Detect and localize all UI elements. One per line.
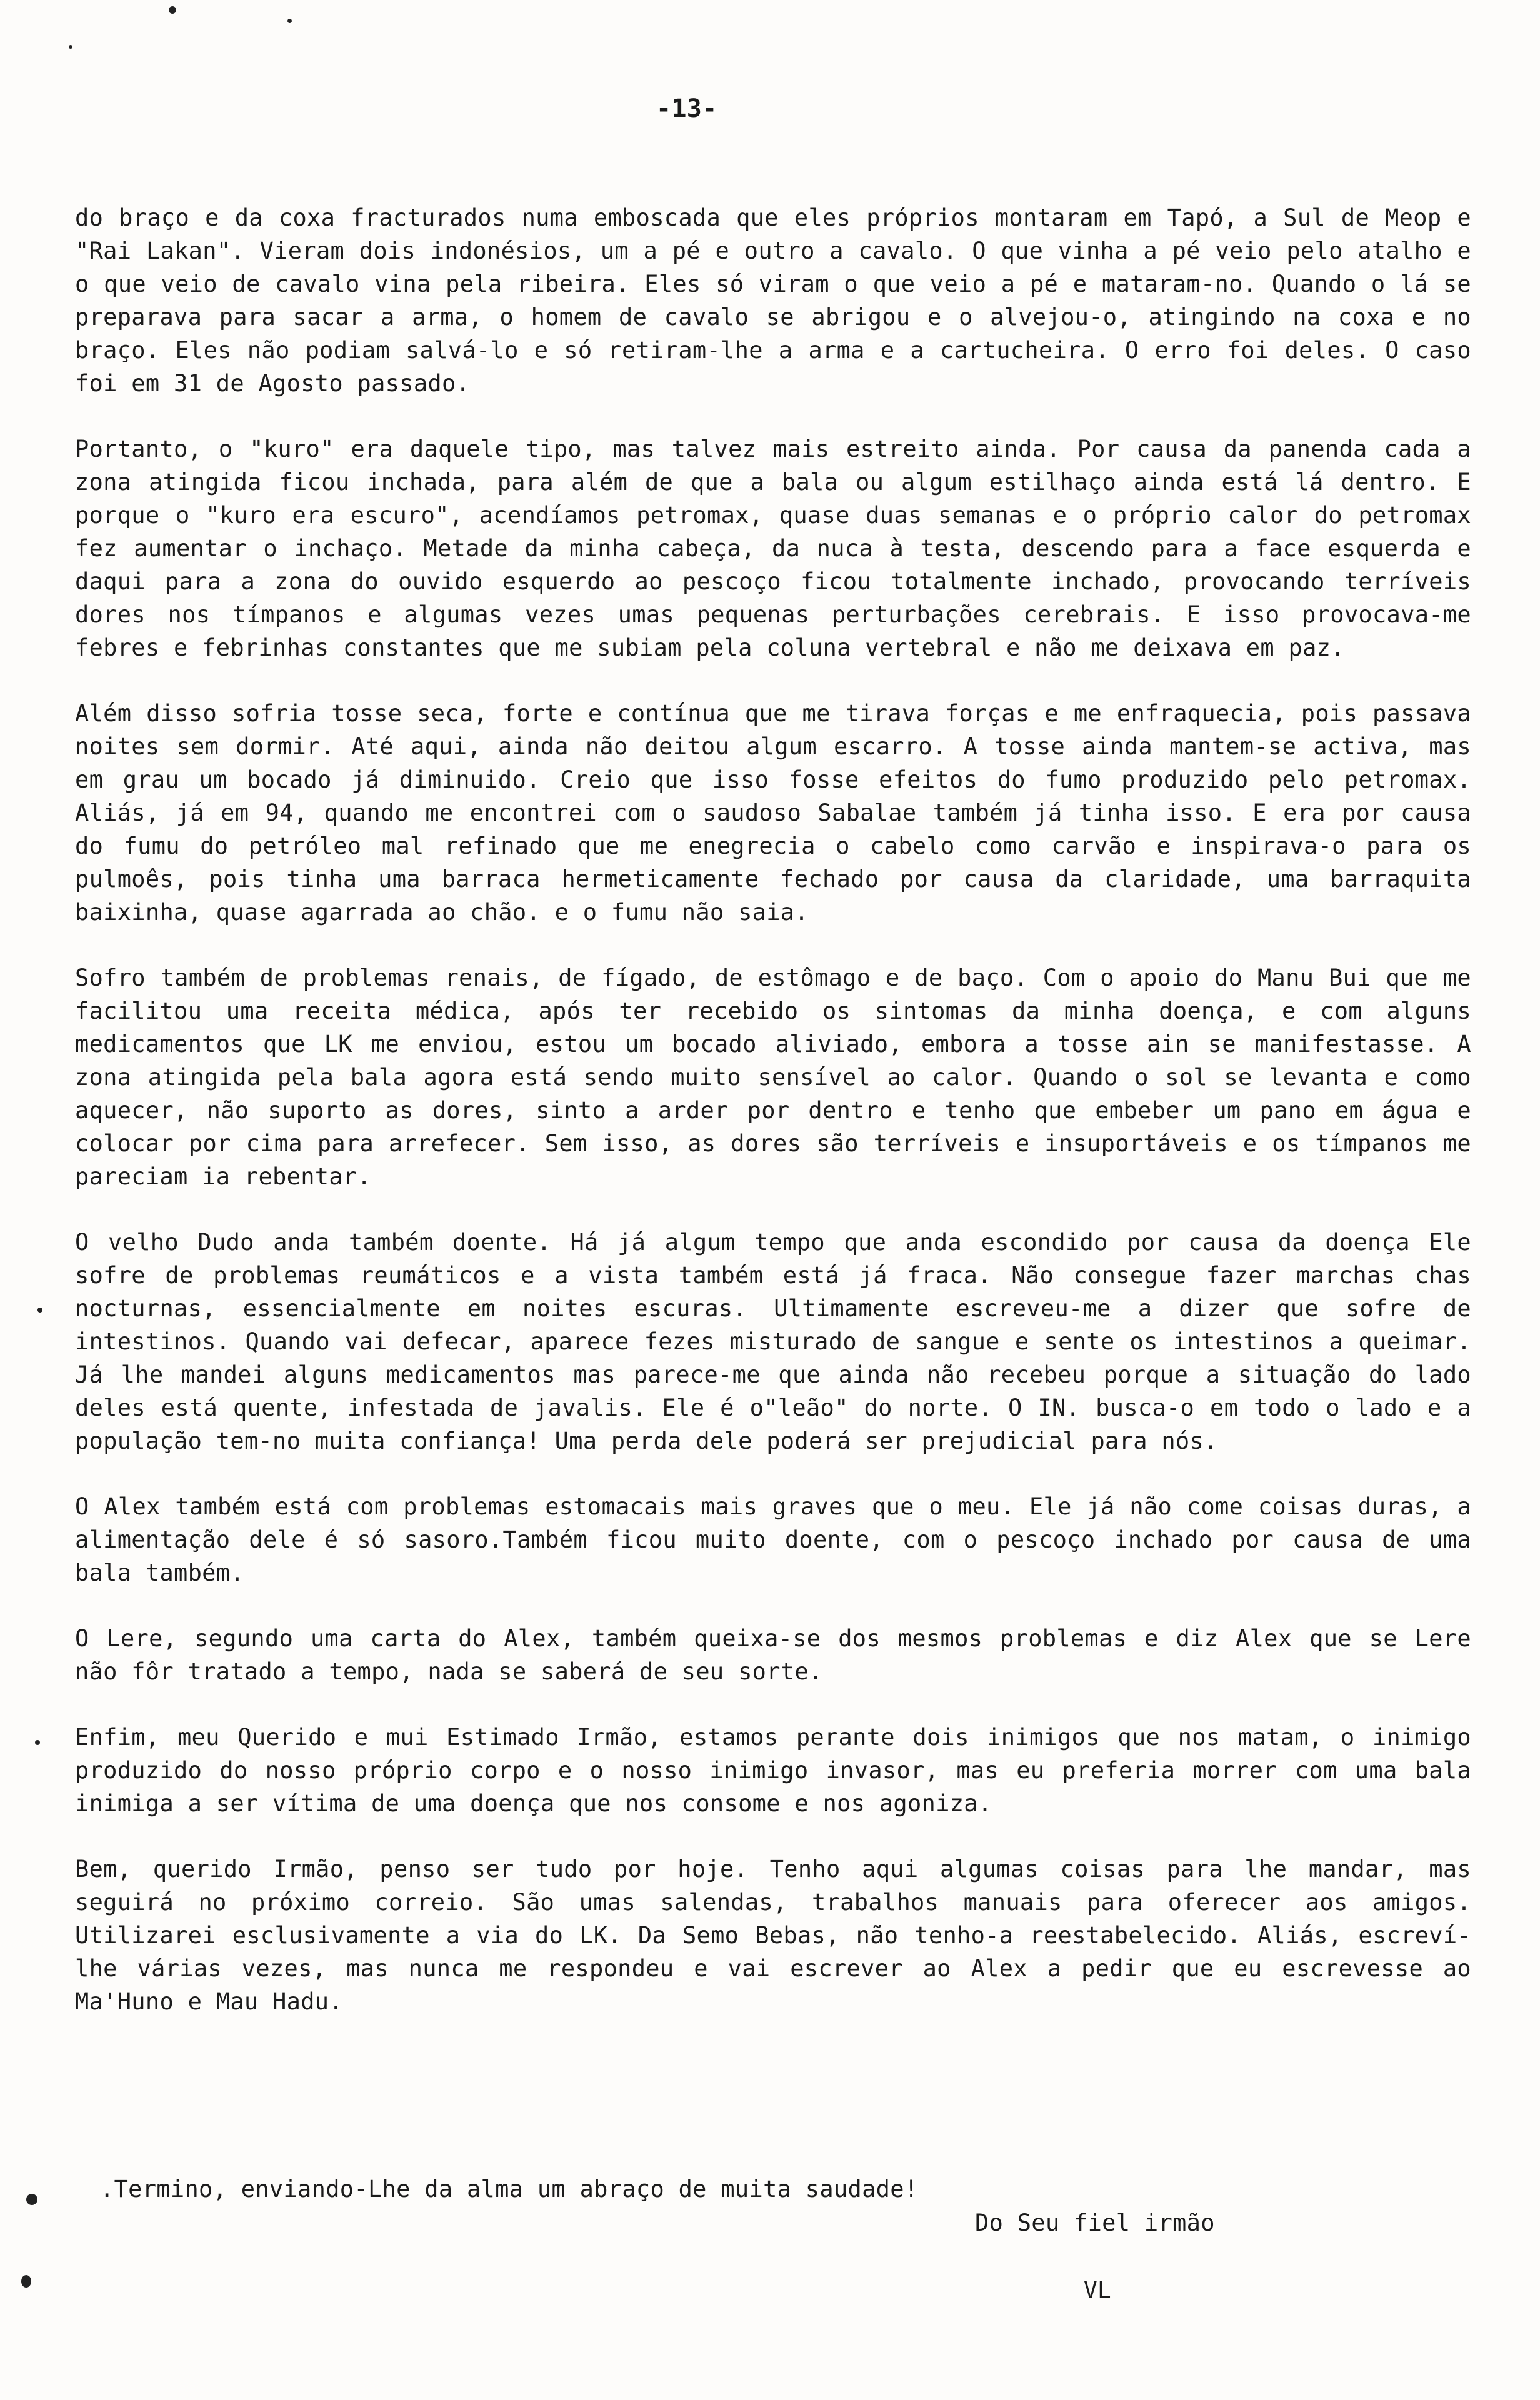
signoff: Do Seu fiel irmão (975, 2209, 1215, 2236)
paragraph-4: Sofro também de problemas renais, de fígado, de estômago e de baço. Com o apoio do Manu Bui que me facilitou uma receita médica, após ter recebido os sintomas da minha doença, e com alguns medicamentos que LK me enviou, estou um bocado aliviado, embora a tosse ain se manifestasse. A zona atingida pela bala agora está sendo muito sensível ao calor. Quando o sol se levanta e como aquecer, não suporto as dores, sinto a arder por dentro e tenho que embeber um pano em água e colocar por cima para arrefecer. Sem isso, as dores são terríveis e insuportáveis e os tímpanos me pareciam ia rebentar. (75, 964, 1471, 1190)
paragraph-2: Portanto, o "kuro" era daquele tipo, mas talvez mais estreito ainda. Por causa da panenda cada a zona atingida ficou inchada, para além de que a bala ou algum estilhaço ainda está lá dentro. E porque o "kuro era escuro", acendíamos petromax, quase duas semanas e o próprio calor do petromax fez aumentar o inchaço. Metade da minha cabeça, da nuca à testa, descendo para a face esquerda e daqui para a zona do ouvido esquerdo ao pescoço ficou totalmente inchado, provocando terríveis dores nos tímpanos e algumas vezes umas pequenas perturbações cerebrais. E isso provocava-me febres e febrinhas constantes que me subiam pela coluna vertebral e não me deixava em paz. (75, 436, 1471, 661)
closing-line: .Termino, enviando-Lhe da alma um abraço de muita saudade! (100, 2176, 919, 2202)
signature-initials: VL (1084, 2278, 1111, 2303)
scan-speck (169, 6, 176, 14)
scan-speck (21, 2275, 31, 2288)
paragraph-1: do braço e da coxa fracturados numa emboscada que eles próprios montaram em Tapó, a Sul de Meop e "Rai Lakan". Vieram dois indonésios, um a pé e outro a cavalo. O que vinha a pé veio pelo atalho e o que veio de cavalo vina pela ribeira. Eles só viram o que veio a pé e mataram-no. Quando o lá se preparava para sacar a arma, o homem de cavalo se abrigou e o alvejou-o, atingindo na coxa e no braço. Eles não podiam salvá-lo e só retiram-lhe a arma e a cartucheira. O erro foi deles. O caso foi em 31 de Agosto passado. (75, 204, 1471, 397)
paragraph-7: O Lere, segundo uma carta do Alex, também queixa-se dos mesmos problemas e diz Alex que se Lere não fôr tratado a tempo, nada se saberá de seu sorte. (75, 1625, 1471, 1685)
scan-speck (38, 1308, 42, 1312)
scan-speck (26, 2194, 38, 2205)
paragraph-9: Bem, querido Irmão, penso ser tudo por hoje. Tenho aqui algumas coisas para lhe mandar, mas seguirá no próximo correio. São umas salendas, trabalhos manuais para oferecer aos amigos. Utilizarei esclusivamente a via do LK. Da Semo Bebas, não tenho-a reestabelecido. Aliás, escreví-lhe várias vezes, mas nunca me respondeu e vai escrever ao Alex a pedir que eu escrevesse ao Ma'Huno e Mau Hadu. (75, 1856, 1471, 2015)
scan-speck (35, 1740, 40, 1745)
letter-body (75, 201, 1471, 2051)
paragraph-8: Enfim, meu Querido e mui Estimado Irmão, estamos perante dois inimigos que nos matam, o inimigo produzido do nosso próprio corpo e o nosso inimigo invasor, mas eu preferia morrer com uma bala inimiga a ser vítima de uma doença que nos consome e nos agoniza. (75, 1724, 1471, 1817)
paragraph-6: O Alex também está com problemas estomacais mais graves que o meu. Ele já não come coisas duras, a alimentação dele é só sasoro.Também ficou muito doente, com o pescoço inchado por causa de uma bala também. (75, 1493, 1471, 1586)
scan-speck (288, 19, 292, 23)
paragraph-5: O velho Dudo anda também doente. Há já algum tempo que anda escondido por causa da doença Ele sofre de problemas reumáticos e a vista também está já fraca. Não consegue fazer marchas chas nocturnas, essencialmente em noites escuras. Ultimamente escreveu-me a dizer que sofre de intestinos. Quando vai defecar, aparece fezes misturado de sangue e sente os intestinos a queimar. Já lhe mandei alguns medicamentos mas parece-me que ainda não recebeu porque a situação do lado deles está quente, infestada de javalis. Ele é o"leão" do norte. O IN. busca-o em todo o lado e a população tem-no muita confiança! Uma perda dele poderá ser prejudicial para nós. (75, 1229, 1471, 1454)
scan-speck (69, 45, 72, 49)
paragraph-3: Além disso sofria tosse seca, forte e contínua que me tirava forças e me enfraquecia, pois passava noites sem dormir. Até aqui, ainda não deitou algum escarro. A tosse ainda mantem-se activa, mas em grau um bocado já diminuido. Creio que isso fosse efeitos do fumo produzido pelo petromax. Aliás, já em 94, quando me encontrei com o saudoso Sabalae também já tinha isso. E era por causa do fumu do petróleo mal refinado que me enegrecia o cabelo como carvão e inspirava-o para os pulmoês, pois tinha uma barraca hermeticamente fechado por causa da claridade, uma barraquita baixinha, quase agarrada ao chão. e o fumu não saia. (75, 700, 1471, 926)
page-number: -13- (656, 94, 718, 123)
